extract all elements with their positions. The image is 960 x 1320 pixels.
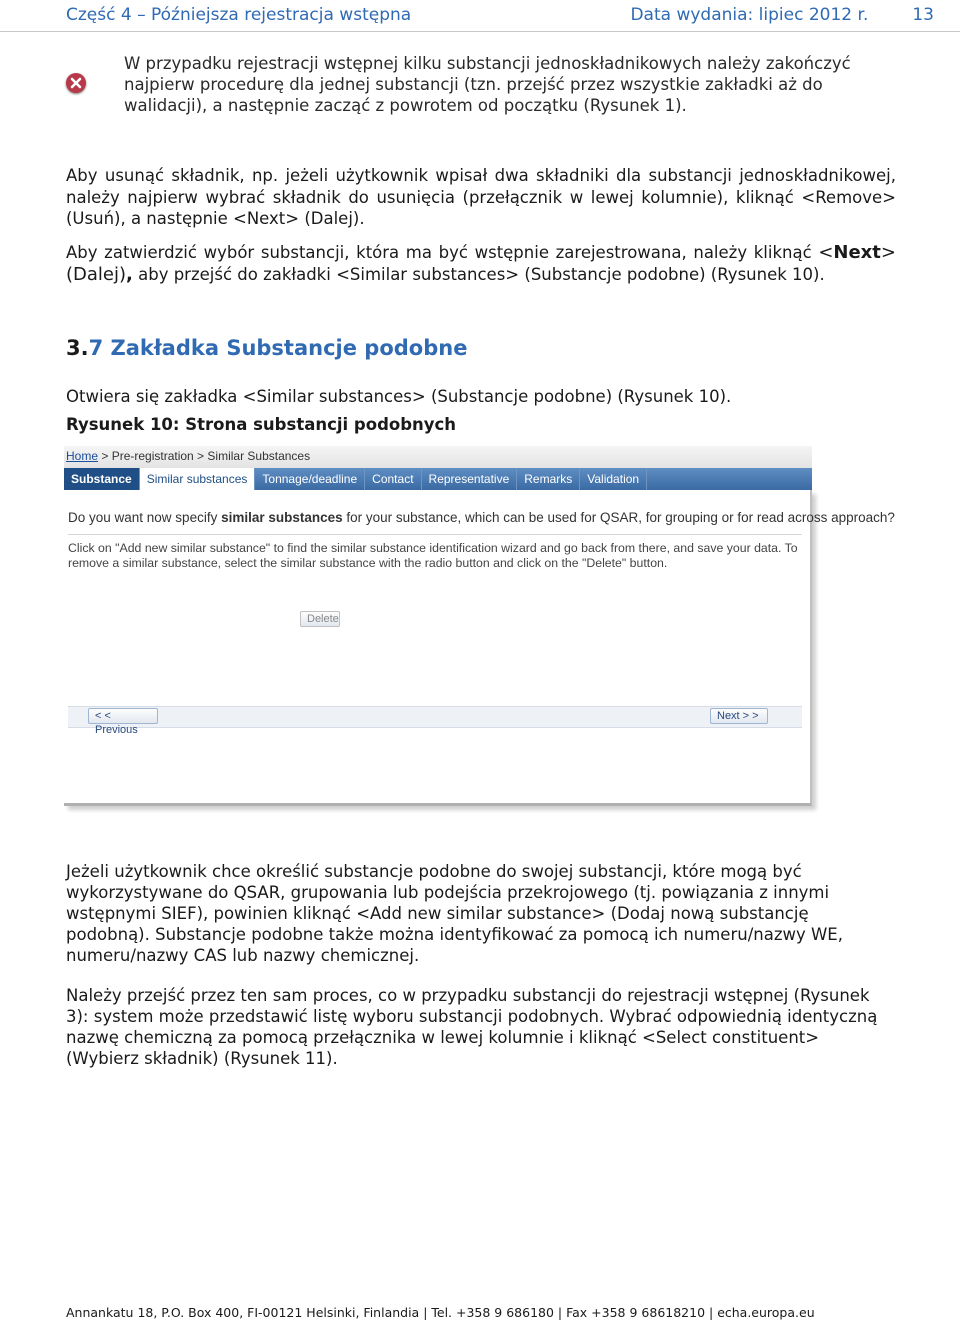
header-title: Część 4 – Późniejsza rejestracja wstępna xyxy=(66,5,412,25)
similar-substances-screenshot xyxy=(64,446,895,810)
paragraph-confirm-selection xyxy=(66,242,896,285)
paragraph2-lt: < xyxy=(818,242,834,263)
similar-substances-question xyxy=(68,510,895,525)
paragraph-remove-constituent: Aby usunąć składnik, np. jeżeli użytkownik wpisał dwa składniki dla substancji jednoskładnikowej, należy najpierw wybrać składnik do usunięcia (przełącznik w lewej kolumnie), kliknąć <Remove> (Usuń), a następnie <Next> (Dalej). xyxy=(66,166,896,228)
header-divider xyxy=(0,31,960,32)
page-footer: Annankatu 18, P.O. Box 400, FI-00121 Helsinki, Finlandia | Tel. +358 9 686180 | Fax +358 9 68618210 | echa.europa.eu xyxy=(66,1305,815,1320)
paragraph2-part1: Aby zatwierdzić wybór substancji, która ma być wstępnie zarejestrowana, należy kliknąć xyxy=(66,243,819,262)
question-text-after: for your substance, which can be used for QSAR, for grouping or for read across approach? xyxy=(342,510,895,525)
tab-representative[interactable]: Representative xyxy=(422,468,518,490)
paragraph2-part2: aby przejść do zakładki <Similar substances> (Substancje podobne) (Rysunek 10). xyxy=(132,264,825,284)
tab-remarks[interactable]: Remarks xyxy=(517,468,580,490)
paragraph-tab-opens: Otwiera się zakładka <Similar substances> (Substancje podobne) (Rysunek 10). xyxy=(66,387,732,406)
delete-button[interactable]: Delete xyxy=(300,611,340,627)
question-bold: similar substances xyxy=(221,510,343,525)
breadcrumb-home-link[interactable]: Home xyxy=(66,449,99,463)
breadcrumb xyxy=(64,446,812,468)
paragraph2-next: Next xyxy=(833,242,881,263)
figure-caption: Rysunek 10: Strona substancji podobnych xyxy=(66,415,457,434)
section-heading xyxy=(66,336,467,360)
tab-tonnage-deadline[interactable]: Tonnage/deadline xyxy=(255,468,365,490)
paragraph2-gt: > xyxy=(880,242,896,263)
tab-validation[interactable]: Validation xyxy=(580,468,647,490)
page-number: 13 xyxy=(912,5,934,25)
error-cross-icon xyxy=(66,73,86,93)
wizard-nav-bar xyxy=(68,706,802,728)
breadcrumb-path: > Pre-registration > Similar Substances xyxy=(98,449,311,463)
panel-instructions: Click on "Add new similar substance" to find the similar substance identification wizard and go back from there, and save your data. To remove a similar substance, select the similar substance with the radio button and click on the "Delete" button. xyxy=(68,541,798,570)
paragraph-similar-substances-info: Jeżeli użytkownik chce określić substancje podobne do swojej substancji, które mogą być wykorzystywane do QSAR, grupowania lub podejścia przekrojowego (tj. powiązania z innymi wstępnymi SIEF), powinien kliknąć <Add new similar substance> (Dodaj nową substancję podobną). Substancje podobne także można identyfikować za pomocą ich numeru/nazwy WE, numeru/nazwy CAS lub nazwy chemicznej. xyxy=(66,862,843,965)
paragraph-same-process: Należy przejść przez ten sam proces, co w przypadku substancji do rejestracji wstępnej (Rysunek 3): system może przedstawić listę wyboru substancji podobnych. Wybrać odpowiednią identyczną nazwę chemiczną za pomocą przełącznika w lewej kolumnie i kliknąć <Select constituent> (Wybierz składnik) (Rysunek 11). xyxy=(66,986,878,1068)
tabs-filler xyxy=(647,468,812,490)
note-text: W przypadku rejestracji wstępnej kilku substancji jednoskładnikowych należy zakończyć najpierw procedurę dla jednej substancji (tzn. przejść przez wszystkie zakładki aż do walidacji), a następnie zacząć z powrotem od początku (Rysunek 1). xyxy=(124,54,851,115)
page-header xyxy=(66,2,934,28)
paragraph2-comma: , xyxy=(126,263,133,285)
next-button[interactable]: Next > > xyxy=(710,708,768,724)
section-title: 7 Zakładka Substancje podobne xyxy=(88,336,468,360)
similar-substances-panel xyxy=(64,490,895,806)
wizard-tabs xyxy=(64,468,812,490)
question-text-before: Do you want now specify xyxy=(68,510,222,525)
tab-substance[interactable]: Substance xyxy=(64,468,140,490)
section-number: 3. xyxy=(66,336,89,360)
panel-divider xyxy=(68,534,802,535)
previous-button[interactable]: < < Previous xyxy=(88,708,158,724)
header-publication-date: Data wydania: lipiec 2012 r. xyxy=(630,5,869,25)
paragraph2-dalej: (Dalej) xyxy=(66,263,127,285)
tab-contact[interactable]: Contact xyxy=(365,468,421,490)
tab-similar-substances[interactable]: Similar substances xyxy=(140,468,256,490)
